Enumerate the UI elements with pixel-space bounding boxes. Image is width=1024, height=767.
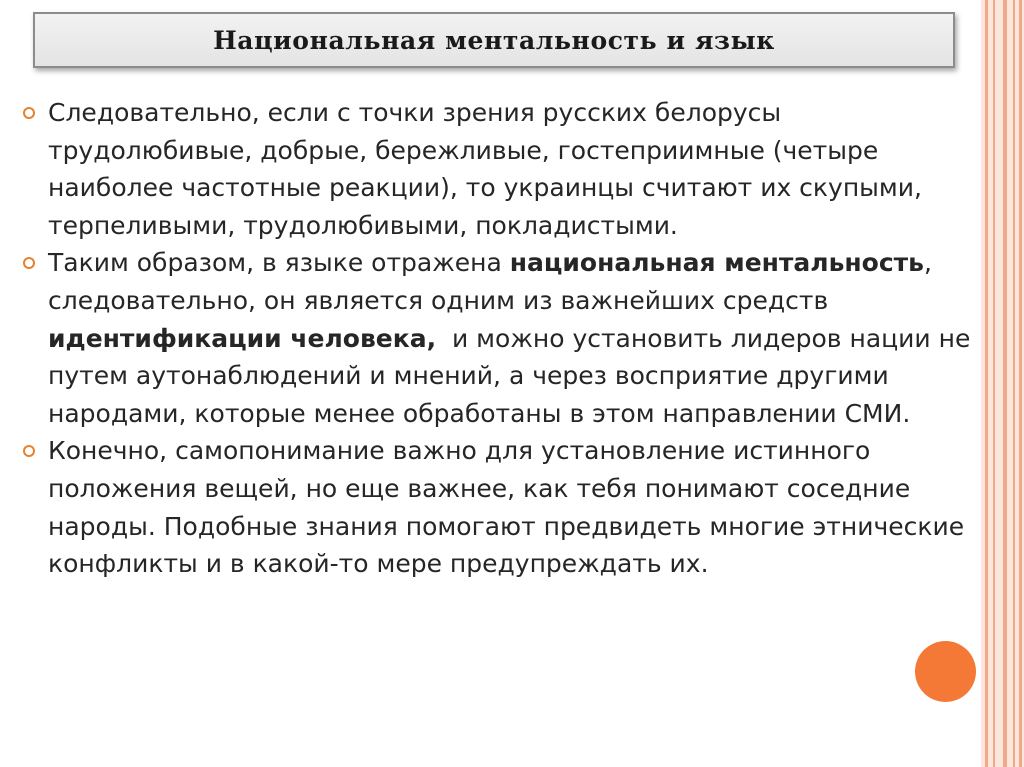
paragraph-2 [22,244,982,432]
bullet-icon [23,257,35,269]
decorative-stripe [985,0,988,767]
decorative-circle [915,641,976,702]
content-body [22,94,982,583]
title-box [33,12,955,68]
decorative-stripe [1003,0,1007,767]
decorative-stripe [1019,0,1022,767]
paragraph-3 [22,432,982,582]
paragraph-1 [22,94,982,244]
paragraph-2-bold-b: идентификации человека, [48,323,437,353]
paragraph-2-text-b: , следовательно, он является одним из важнейших средств [48,248,932,315]
decorative-stripe [993,0,995,767]
paragraph-2-text-a: Таким образом, в языке отражена [48,248,510,278]
bullet-icon [23,445,35,457]
paragraph-2-text-c: и можно установить лидеров нации не путем аутонаблюдений и мнений, а через восприятие другими народами, которые менее обработаны в этом направлении СМИ. [48,323,979,428]
paragraph-2-bold-a: национальная ментальность [509,248,924,278]
paragraph-1-text: Следовательно, если с точки зрения русских белорусы трудолюбивые, добрые, бережливые, гостеприимные (четыре наиболее частотные реакции), то украинцы считают их скупыми, терпеливыми, трудолюбивыми, покладистыми. [48,98,922,240]
slide-title: Национальная ментальность и язык [213,25,775,55]
bullet-icon [23,107,35,119]
paragraph-3-text: Конечно, самопонимание важно для установление истинного положения вещей, но еще важнее, как тебя понимают соседние народы. Подобные знания помогают предвидеть многие этнические конфликты и в какой-то мере предупреждать их. [48,436,965,579]
decorative-stripe [1013,0,1015,767]
